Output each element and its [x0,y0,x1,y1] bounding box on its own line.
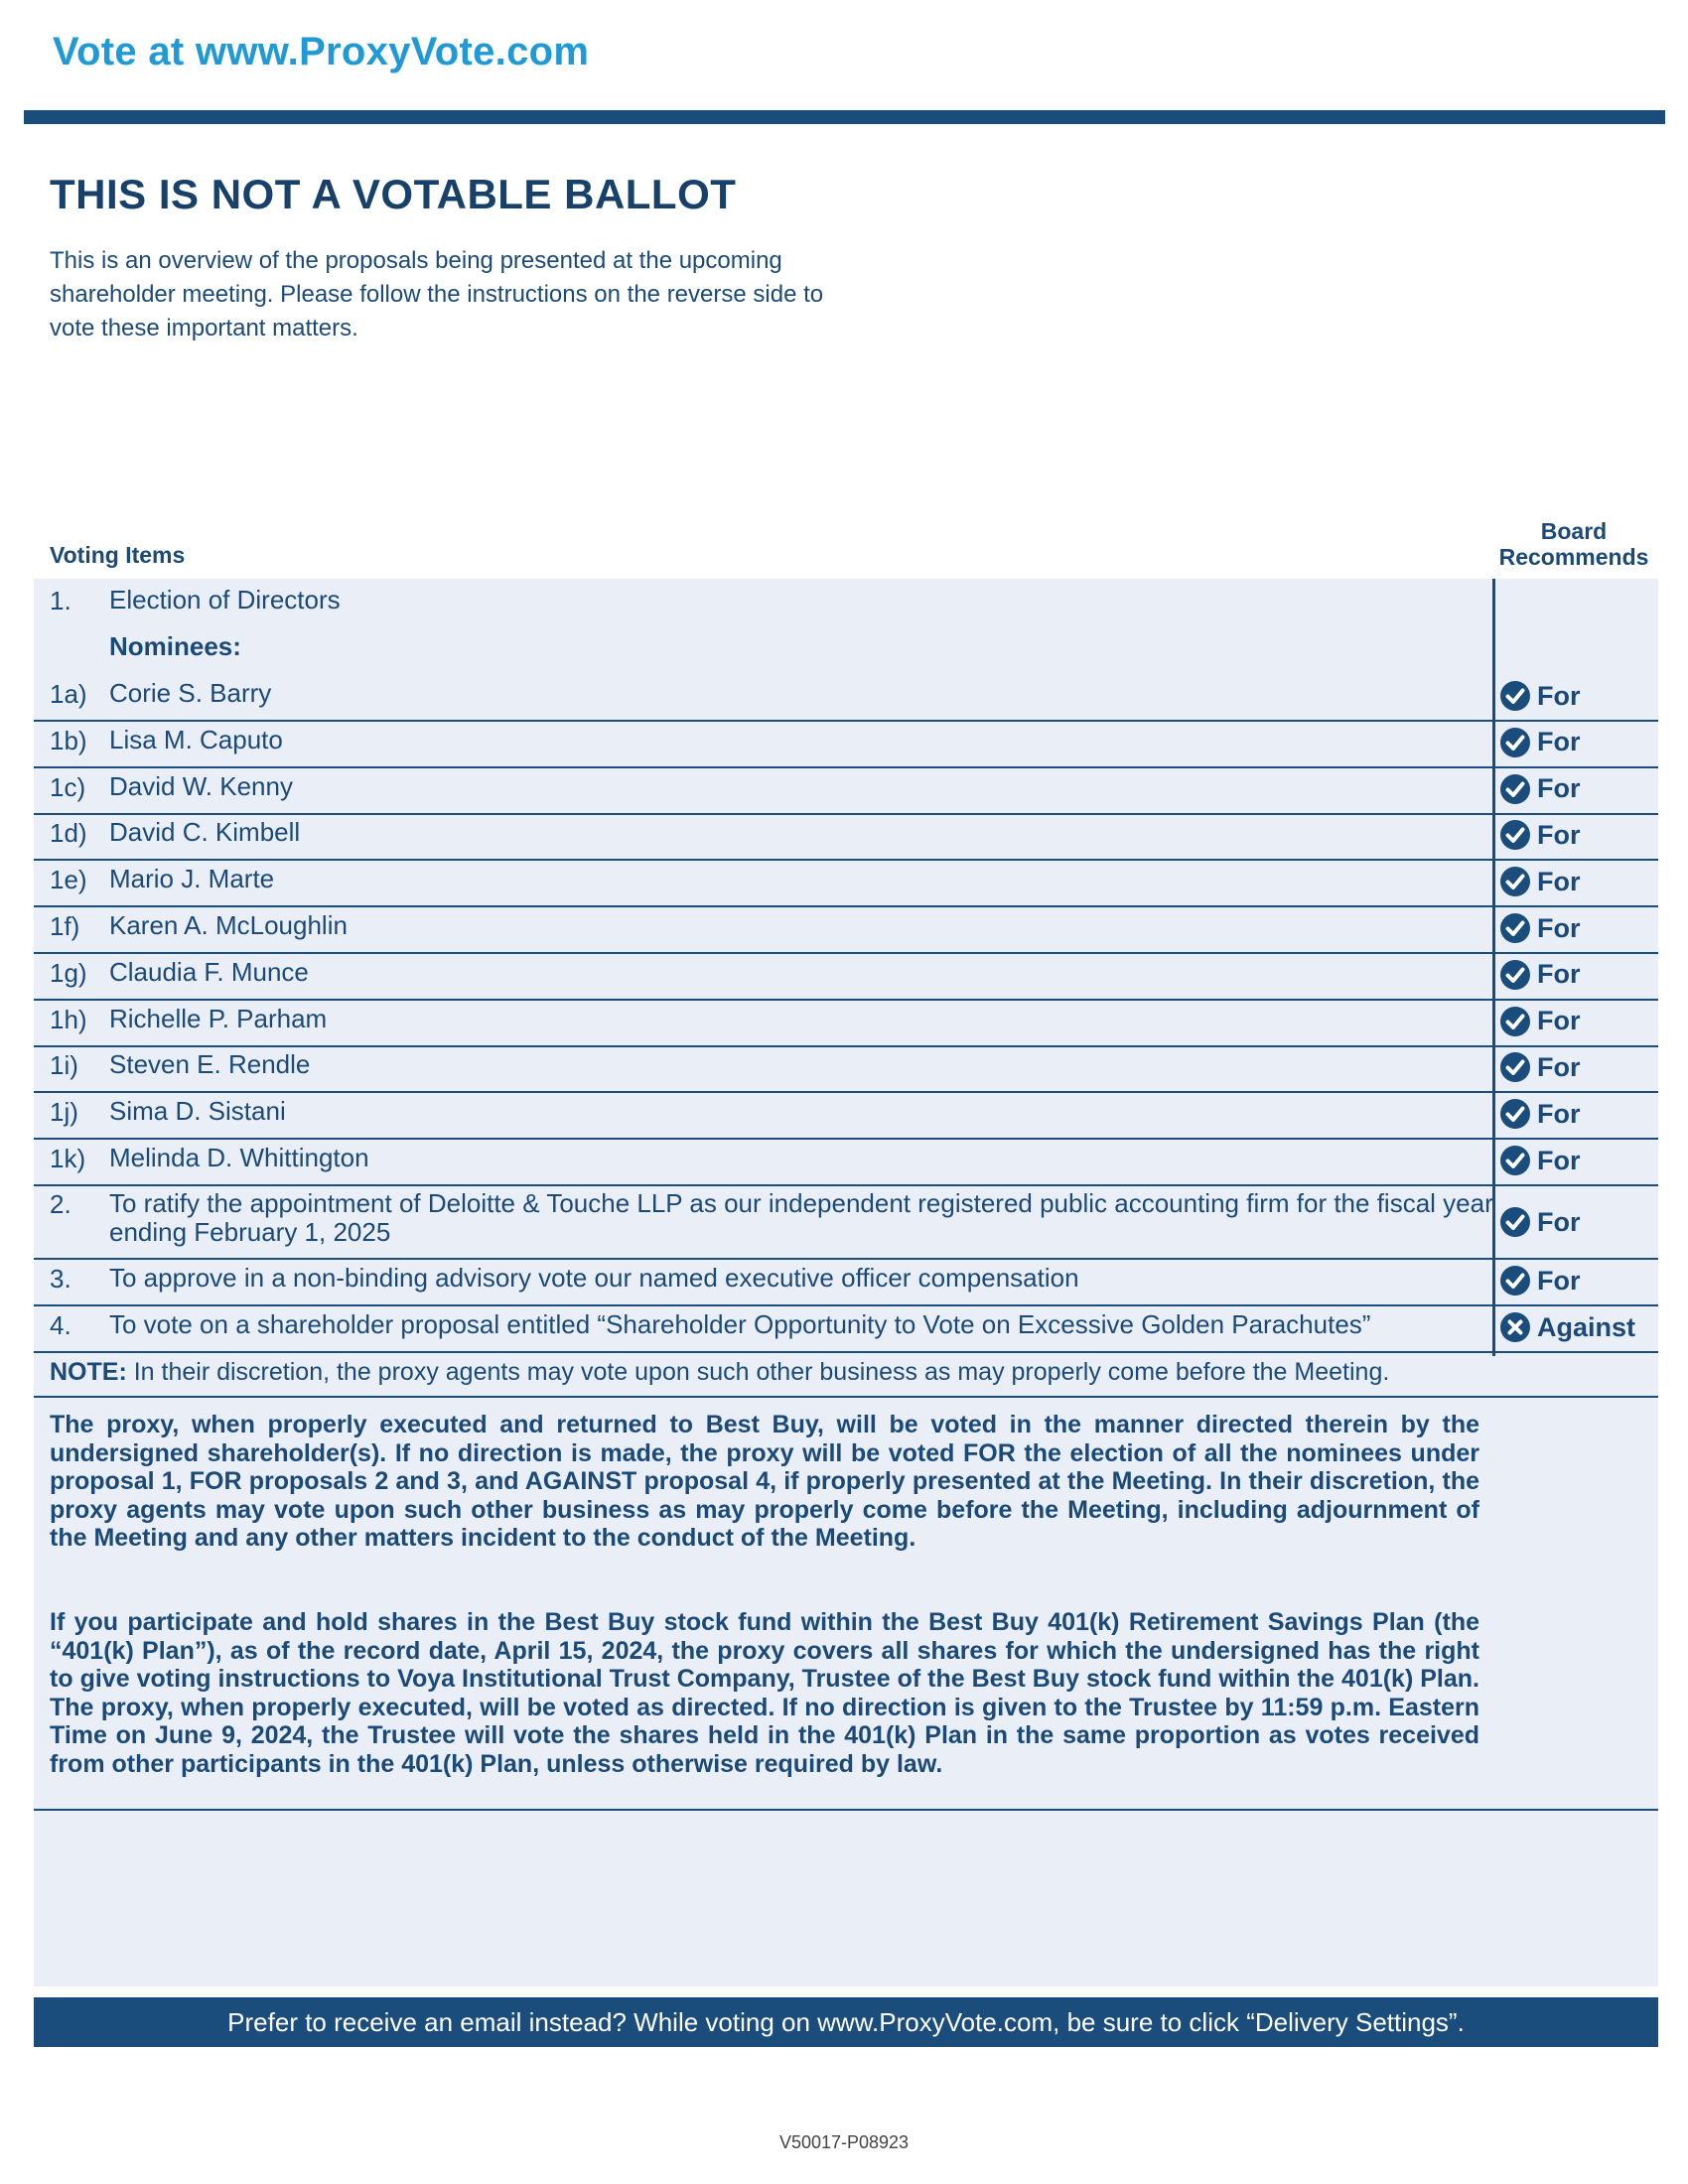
check-circle-icon [1499,1006,1531,1037]
note-body: In their discretion, the proxy agents may vote upon such other business as may properly come before the Meeting. [126,1358,1390,1386]
item-number: 1e) [50,865,87,895]
board-recommendation [1499,1050,1581,1084]
header-rule [24,110,1665,124]
item-number: 1j) [50,1097,78,1128]
board-recommendation [1499,865,1581,898]
item-text: Melinda D. Whittington [109,1143,369,1172]
board-recommendation [1499,911,1581,945]
board-recommendation [1499,679,1581,713]
item-number: 1c) [50,771,86,802]
item-text: David C. Kimbell [109,817,301,848]
recommendation-label: For [1537,1206,1581,1237]
check-circle-icon [1499,1051,1531,1083]
board-recommendation [1499,818,1581,852]
item-text: Corie S. Barry [109,678,272,708]
board-recommendation [1499,958,1581,992]
item-text: To approve in a non-binding advisory vote our named executive officer compensation [109,1263,1079,1293]
board-heading-line2: Recommends [1498,544,1649,570]
board-recommendation [1499,772,1581,806]
item-text: David W. Kenny [109,770,293,801]
nominee-row [34,1140,1658,1186]
email-banner-text: Prefer to receive an email instead? While voting on www.ProxyVote.com, be sure to click “Delivery Settings”. [227,2006,1465,2037]
check-circle-icon [1499,680,1531,712]
item-number: 1i) [50,1050,78,1081]
proposal-row [34,1306,1658,1353]
page-title: THIS IS NOT A VOTABLE BALLOT [50,171,737,217]
board-recommendation [1499,1097,1581,1131]
check-circle-icon [1499,1098,1531,1130]
job-code: V50017-P08923 [778,2132,910,2152]
item-text: Lisa M. Caputo [109,724,283,754]
item-number: 3. [50,1264,71,1294]
check-circle-icon [1499,959,1531,991]
email-delivery-banner [34,1997,1658,2047]
check-circle-icon [1499,1145,1531,1176]
recommendation-label: For [1537,773,1581,804]
recommendation-label: For [1537,1098,1581,1129]
recommendation-label: For [1537,1006,1581,1036]
recommendation-label: For [1537,912,1581,943]
nominee-row [34,722,1658,768]
board-recommendation [1499,1264,1581,1297]
board-recommendation [1499,1144,1581,1177]
recommendation-label: For [1537,1265,1581,1296]
item-number: 1d) [50,818,87,849]
board-recommendation [1499,1310,1635,1344]
item-number: 1b) [50,725,87,755]
board-recommendation [1499,726,1581,759]
401k-disclosure-paragraph: If you participate and hold shares in the Best Buy stock fund within the Best Buy 401(k) Retirement Savings Plan (the “401(k) Plan”), as of the record date, April 15, 2024, the proxy covers all shares for which the undersigned has the right to give voting instructions to Voya Institutional Trust Company, Trustee of the Best Buy stock fund within the 401(k) Plan. The proxy, when properly executed, will be voted as directed. If no direction is given to the Trustee by 11:59 p.m. Eastern Time on June 9, 2024, the Trustee will vote the shares held in the 401(k) Plan in the same proportion as votes received from other participants in the 401(k) Plan, unless otherwise required by law. [50,1608,1479,1778]
recommendation-label: Against [1537,1311,1636,1342]
nominee-row [34,954,1658,1001]
proxyvote-site-link[interactable]: Vote at www.ProxyVote.com [53,30,590,73]
board-recommendation [1499,1205,1581,1239]
recommendation-label: For [1537,819,1581,850]
board-recommendation [1499,1005,1581,1038]
check-circle-icon [1499,1206,1531,1238]
nominees-label-row [34,630,1658,670]
item-number: 1h) [50,1004,87,1034]
recommendation-label: For [1537,680,1581,711]
item-text: Election of Directors [109,585,341,614]
recommendation-label: For [1537,727,1581,757]
check-circle-icon [1499,912,1531,944]
x-circle-icon [1499,1311,1531,1343]
intro-text: This is an overview of the proposals being presented at the upcoming shareholder meeting. Please follow the instructions on the reverse side to vote these important matters. [50,247,824,341]
recommendation-label: For [1537,1051,1581,1082]
recommendation-label: For [1537,959,1581,990]
nominee-row [34,861,1658,907]
nominee-row [34,1001,1658,1047]
item-text: Steven E. Rendle [109,1049,311,1080]
item-text: Mario J. Marte [109,864,275,894]
nominee-row [34,907,1658,954]
item-text: To ratify the appointment of Deloitte & Touche LLP as our independent registered public accounting firm for the fiscal year ending February 1, 2025 [109,1188,1493,1247]
item-text: Sima D. Sistani [109,1096,286,1127]
check-circle-icon [1499,727,1531,758]
proposal-row [34,1186,1658,1260]
voting-items-heading: Voting Items [50,542,186,568]
proposal-row [34,1260,1658,1306]
nominee-row [34,1093,1658,1140]
nominee-row [34,675,1658,722]
note-rule [34,1396,1658,1398]
item-number: 1f) [50,911,80,941]
election-row [34,584,1658,623]
item-number: 1k) [50,1144,86,1173]
item-number: 1. [50,586,71,615]
item-number: 4. [50,1310,71,1340]
nominee-row [34,814,1658,861]
nominee-row [34,768,1658,815]
board-heading-line1: Board [1540,518,1608,544]
check-circle-icon [1499,819,1531,851]
recommendation-label: For [1537,1145,1581,1175]
item-text: Karen A. McLoughlin [109,910,348,940]
check-circle-icon [1499,773,1531,805]
note-label: NOTE: [50,1358,127,1386]
item-number: 1a) [50,679,87,709]
nominees-label: Nominees: [109,631,241,661]
item-number: 2. [50,1189,71,1219]
check-circle-icon [1499,866,1531,897]
check-circle-icon [1499,1265,1531,1297]
item-text: Claudia F. Munce [109,956,309,987]
nominee-row [34,1046,1658,1093]
board-recommends-heading [1489,518,1658,570]
note-text [50,1358,1389,1387]
item-text: Richelle P. Parham [109,1003,328,1033]
disclosure-bottom-rule [34,1809,1658,1811]
item-number: 1g) [50,957,87,988]
proxy-disclosure-paragraph: The proxy, when properly executed and returned to Best Buy, will be voted in the manner directed therein by the undersigned shareholder(s). If no direction is made, the proxy will be voted FOR the election of all the nominees under proposal 1, FOR proposals 2 and 3, and AGAINST proposal 4, if properly presented at the Meeting. In their discretion, the proxy agents may vote upon such other business as may properly come before the Meeting, including adjournment of the Meeting and any other matters incident to the conduct of the Meeting. [50,1411,1479,1552]
recommendation-label: For [1537,866,1581,896]
item-text: To vote on a shareholder proposal entitled “Shareholder Opportunity to Vote on Excessive Golden Parachutes” [109,1309,1371,1339]
